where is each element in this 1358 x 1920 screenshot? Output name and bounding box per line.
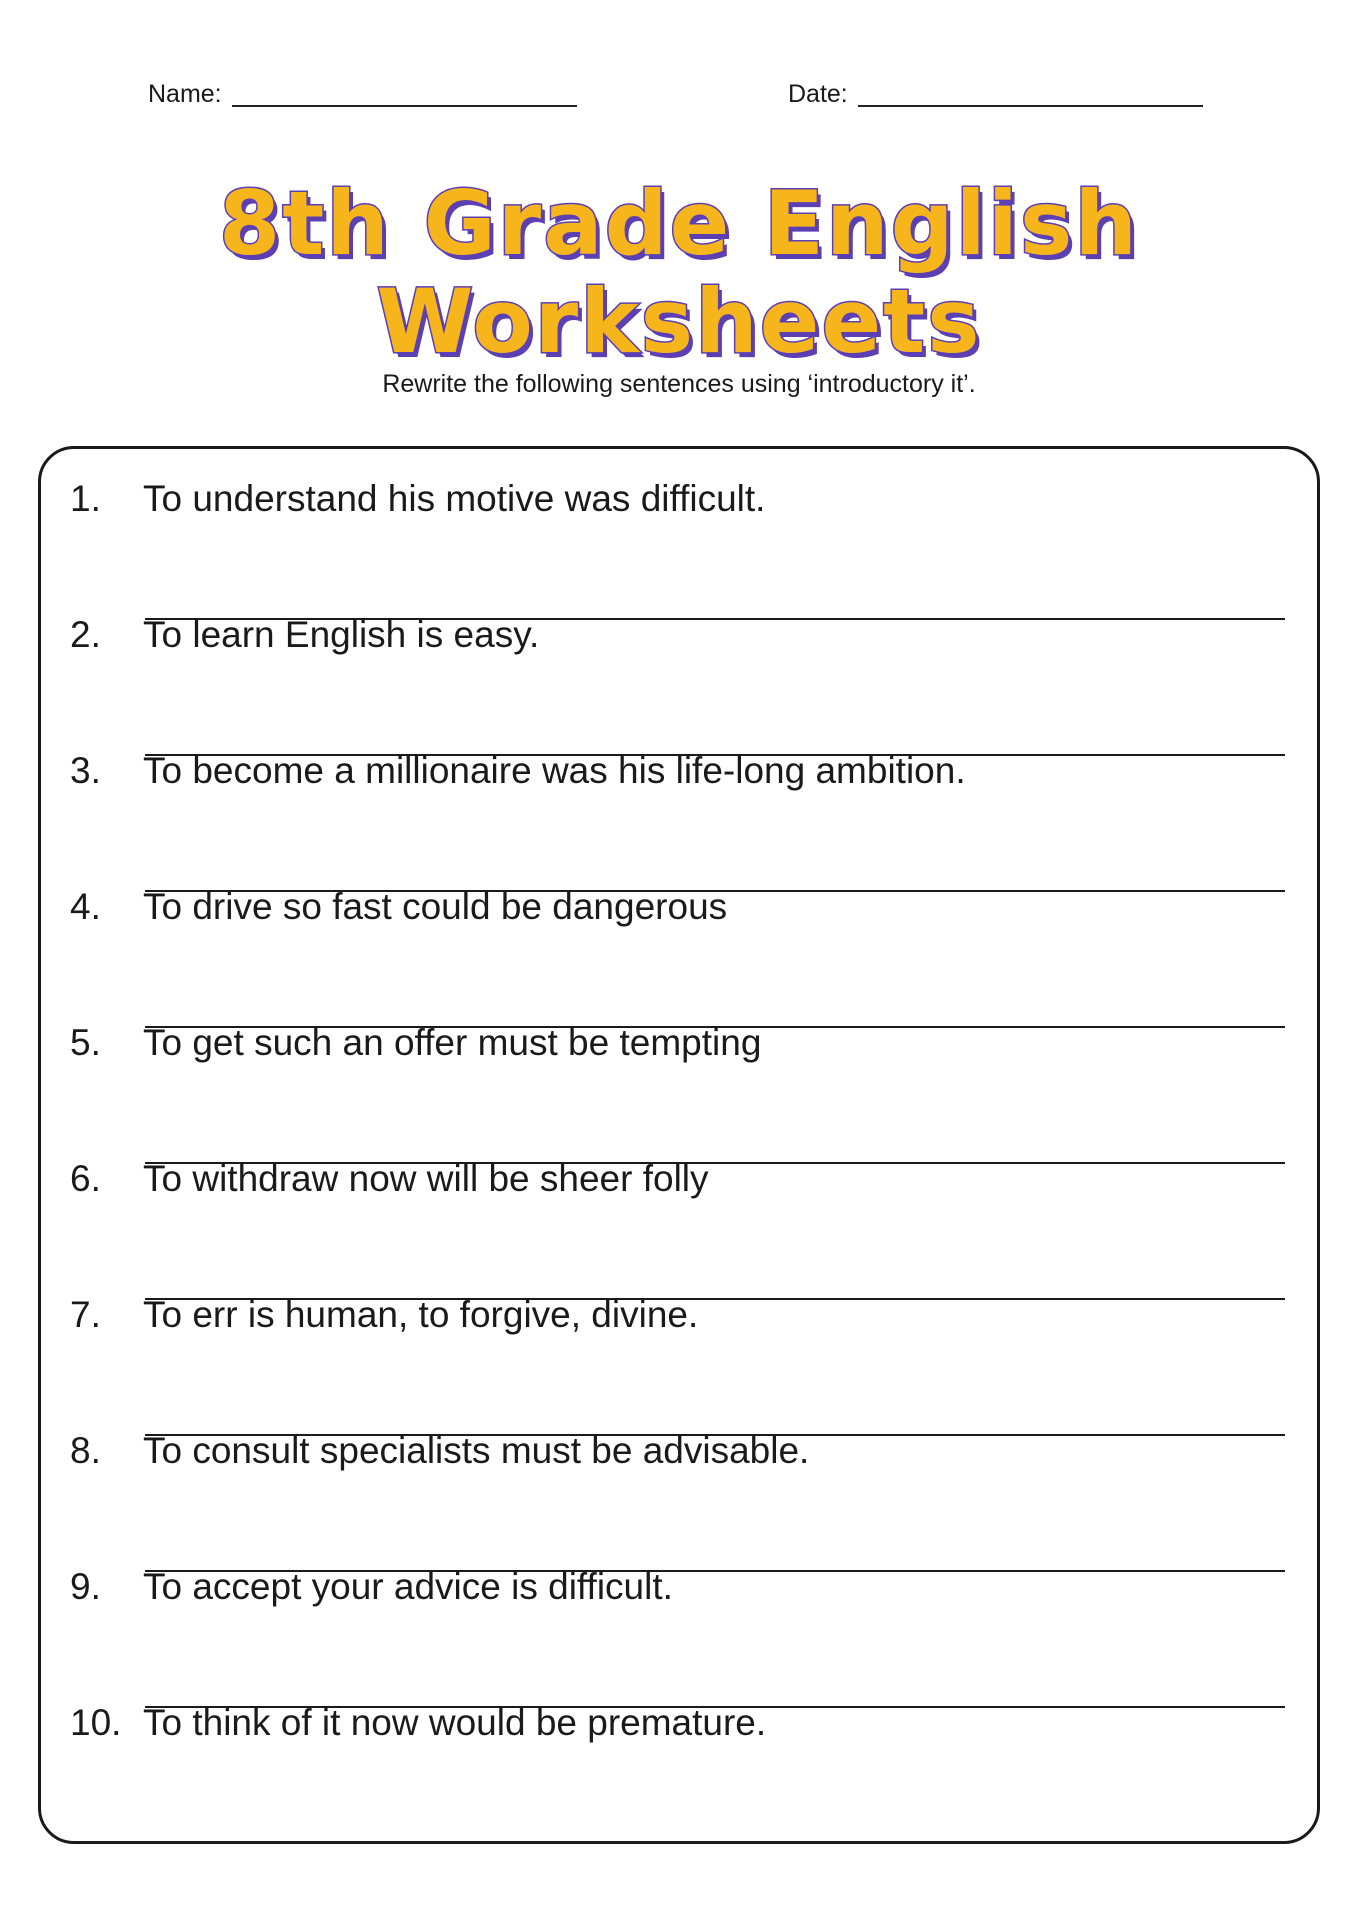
date-field[interactable] xyxy=(788,80,1203,109)
question-number: 6. xyxy=(70,1158,101,1199)
question-item-7 xyxy=(70,1294,1290,1430)
question-text: To understand his motive was difficult. xyxy=(143,478,766,519)
question-text: To get such an offer must be tempting xyxy=(143,1022,762,1063)
name-field[interactable] xyxy=(148,80,577,109)
question-number: 10. xyxy=(70,1702,122,1743)
question-text: To think of it now would be premature. xyxy=(143,1702,767,1743)
question-number: 8. xyxy=(70,1430,101,1471)
question-item-6 xyxy=(70,1158,1290,1294)
question-item-5 xyxy=(70,1022,1290,1158)
question-number: 1. xyxy=(70,478,101,519)
question-number: 3. xyxy=(70,750,101,791)
question-text: To accept your advice is difficult. xyxy=(143,1566,673,1607)
instructions: Rewrite the following sentences using ‘introductory it’. xyxy=(382,370,976,398)
question-number: 5. xyxy=(70,1022,101,1063)
question-item-4 xyxy=(70,886,1290,1022)
question-text: To withdraw now will be sheer folly xyxy=(143,1158,709,1199)
question-text: To drive so fast could be dangerous xyxy=(143,886,728,927)
question-item-2 xyxy=(70,614,1290,750)
question-item-1 xyxy=(70,478,1290,614)
question-text: To learn English is easy. xyxy=(143,614,540,655)
page-title-line-1: 8th Grade English xyxy=(218,172,1139,275)
question-number: 7. xyxy=(70,1294,101,1335)
name-label: Name: xyxy=(148,80,222,108)
answer-line[interactable] xyxy=(145,1842,1285,1844)
date-label: Date: xyxy=(788,80,848,108)
question-text: To become a millionaire was his life-long ambition. xyxy=(143,750,966,791)
date-blank-line[interactable] xyxy=(858,104,1203,107)
page-title-line-2: Worksheets xyxy=(376,270,982,373)
question-item-3 xyxy=(70,750,1290,886)
question-number: 2. xyxy=(70,614,101,655)
question-item-10 xyxy=(70,1702,1290,1838)
question-text: To err is human, to forgive, divine. xyxy=(143,1294,699,1335)
question-number: 4. xyxy=(70,886,101,927)
question-item-8 xyxy=(70,1430,1290,1566)
name-blank-line[interactable] xyxy=(232,104,577,107)
question-item-9 xyxy=(70,1566,1290,1702)
question-number: 9. xyxy=(70,1566,101,1607)
question-text: To consult specialists must be advisable. xyxy=(143,1430,810,1471)
